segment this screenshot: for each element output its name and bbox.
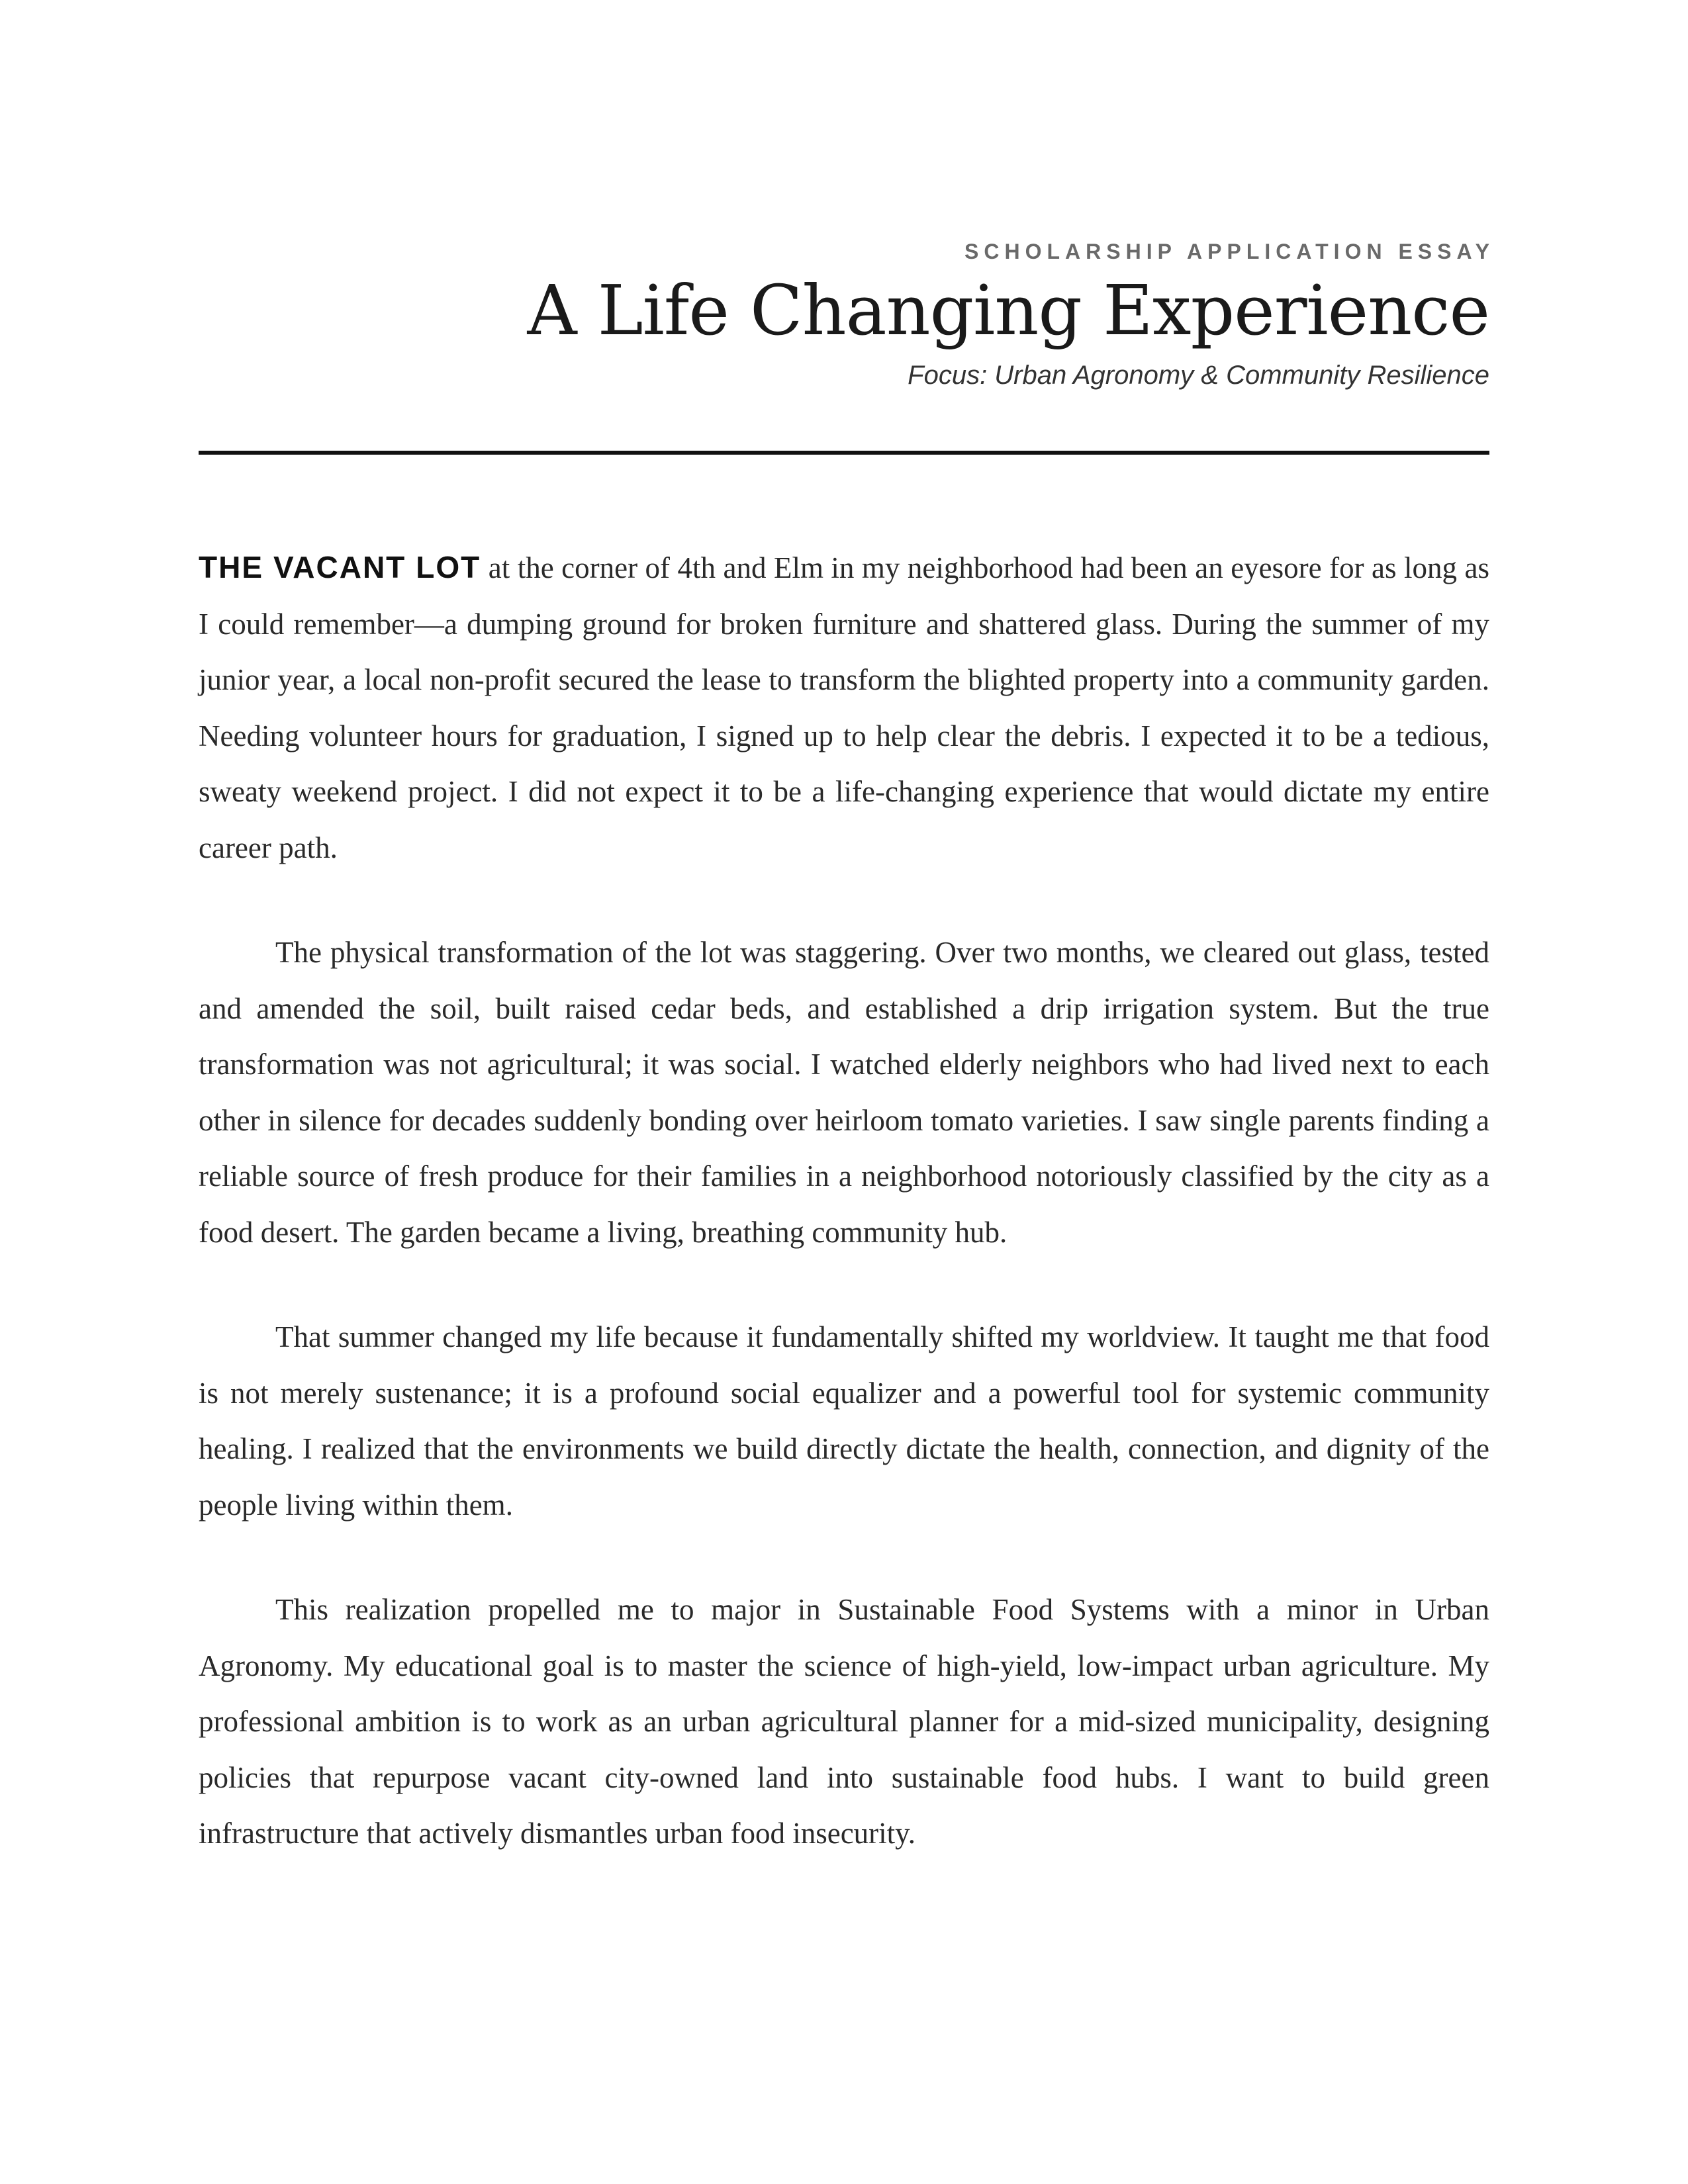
- essay-title: A Life Changing Experience: [527, 270, 1489, 351]
- document-category: SCHOLARSHIP APPLICATION ESSAY: [964, 240, 1495, 263]
- essay-page: [199, 0, 1495, 2184]
- essay-body: [199, 539, 1489, 1911]
- paragraph-2: The physical transformation of the lot was staggering. Over two months, we cleared out glass, tested and amended the soil, built raised cedar beds, and established a drip irrigation system. But the true transformation was not agricultural; it was social. I watched elderly neighbors who had lived next to each other in silence for decades suddenly bonding over heirloom tomato varieties. I saw single parents finding a reliable source of fresh produce for their families in a neighborhood notoriously classified by the city as a food desert. The garden became a living, breathing community hub.: [199, 936, 1489, 1249]
- paragraph-1: [199, 539, 1489, 876]
- essay-header: [199, 238, 1495, 392]
- paragraph-3: That summer changed my life because it fundamentally shifted my worldview. It taught me that food is not merely sustenance; it is a profound social equalizer and a powerful tool for systemic community healing. I realized that the environments we build directly dictate the health, connection, and dignity of the people living within them.: [199, 1320, 1489, 1522]
- paragraph-1-text: at the corner of 4th and Elm in my neighborhood had been an eyesore for as long as I could remember—a dumping ground for broken furniture and shattered glass. During the summer of my junior year, a local non-profit secured the lease to transform the blighted property into a community garden. Needing volunteer hours for graduation, I signed up to help clear the debris. I expected it to be a tedious, sweaty weekend project. I did not expect it to be a life-changing experience that would dictate my entire career path.: [199, 551, 1489, 864]
- paragraph-4: This realization propelled me to major in Sustainable Food Systems with a minor in Urban Agronomy. My educational goal is to master the science of high-yield, low-impact urban agriculture. My professional ambition is to work as an urban agricultural planner for a mid-sized municipality, designing policies that repurpose vacant city-owned land into sustainable food hubs. I want to build green infrastructure that actively dismantles urban food insecurity.: [199, 1593, 1489, 1850]
- essay-subtitle: Focus: Urban Agronomy & Community Resilience: [908, 361, 1489, 390]
- header-divider: [199, 451, 1489, 455]
- lead-in: THE VACANT LOT: [199, 550, 481, 584]
